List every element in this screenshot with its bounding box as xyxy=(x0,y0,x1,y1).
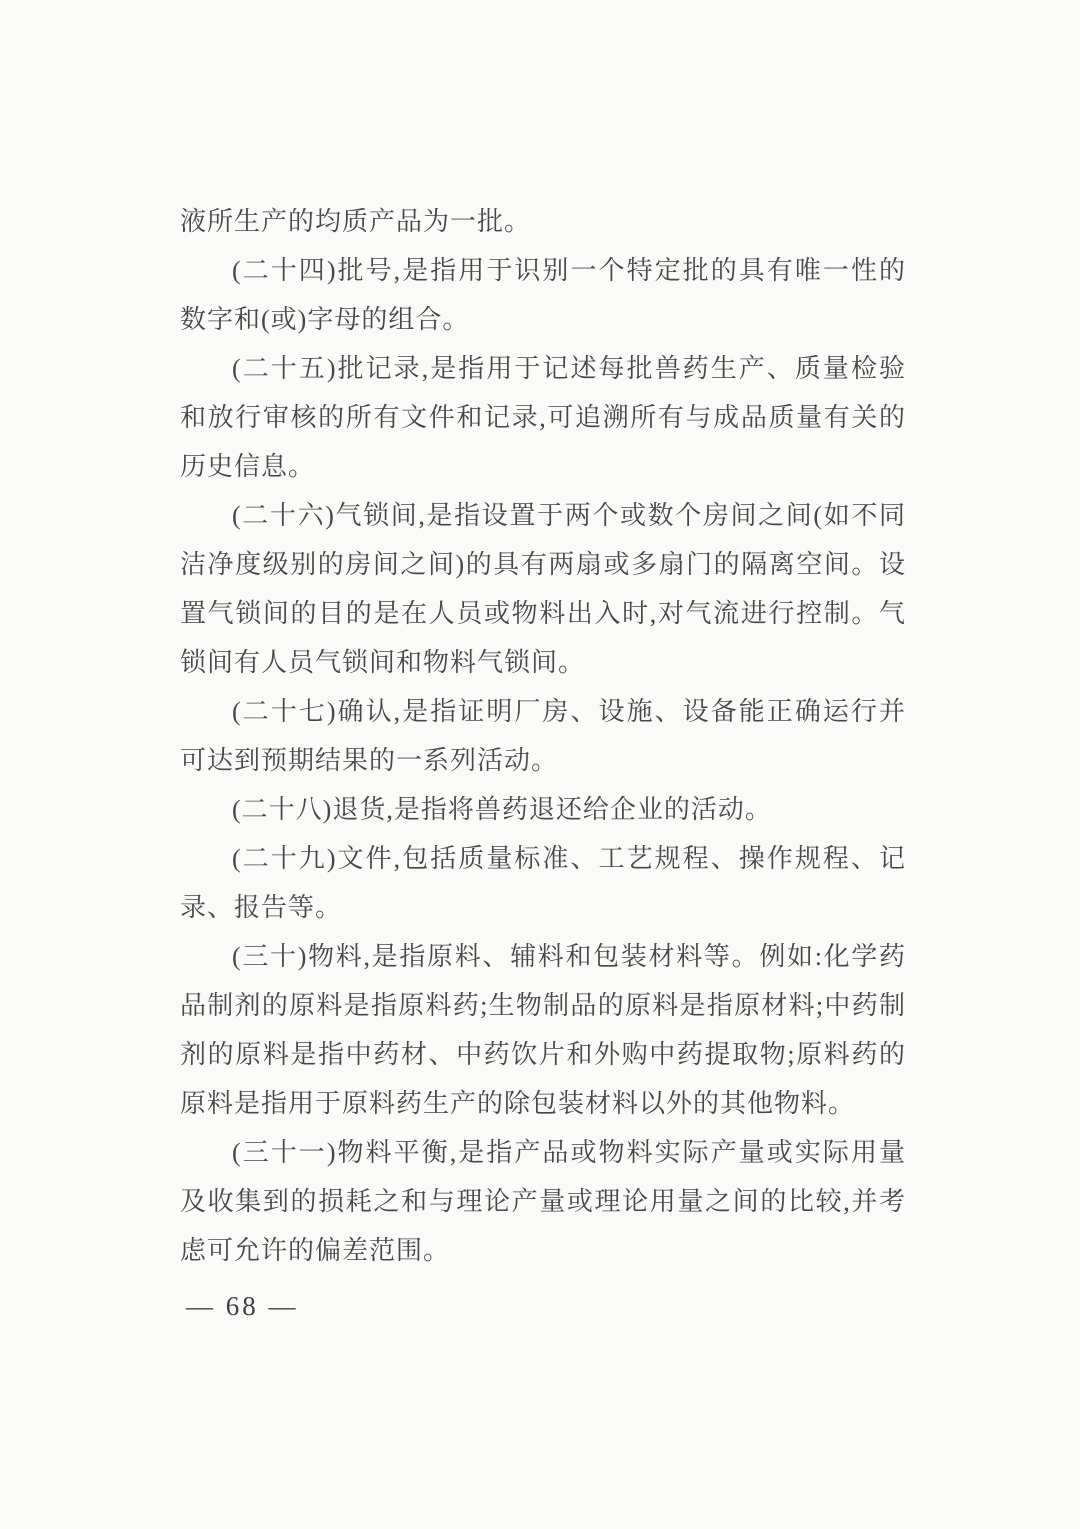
paragraph-definition-24: (二十四)批号,是指用于识别一个特定批的具有唯一性的数字和(或)字母的组合。 xyxy=(180,256,906,334)
body-text xyxy=(180,197,906,1275)
paragraph-definition-25: (二十五)批记录,是指用于记述每批兽药生产、质量检验和放行审核的所有文件和记录,可追溯所有与成品质量有关的历史信息。 xyxy=(180,354,906,481)
paragraph-definition-27: (二十七)确认,是指证明厂房、设施、设备能正确运行并可达到预期结果的一系列活动。 xyxy=(180,697,906,775)
paragraph-definition-30: (三十)物料,是指原料、辅料和包装材料等。例如:化学药品制剂的原料是指原料药;生物制品的原料是指原材料;中药制剂的原料是指中药材、中药饮片和外购中药提取物;原料药的原料是指用于原料药生产的除包装材料以外的其他物料。 xyxy=(180,942,906,1118)
paragraph-definition-26: (二十六)气锁间,是指设置于两个或数个房间之间(如不同洁净度级别的房间之间)的具有两扇或多扇门的隔离空间。设置气锁间的目的是在人员或物料出入时,对气流进行控制。气锁间有人员气锁间和物料气锁间。 xyxy=(180,501,906,677)
paragraph-definition-28: (二十八)退货,是指将兽药退还给企业的活动。 xyxy=(232,795,772,824)
paragraph-definition-31: (三十一)物料平衡,是指产品或物料实际产量或实际用量及收集到的损耗之和与理论产量或理论用量之间的比较,并考虑可允许的偏差范围。 xyxy=(180,1138,906,1265)
paragraph-continuation: 液所生产的均质产品为一批。 xyxy=(180,207,532,236)
page-number: — 68 — xyxy=(186,1291,299,1321)
paragraph-definition-29: (二十九)文件,包括质量标准、工艺规程、操作规程、记录、报告等。 xyxy=(180,844,906,922)
